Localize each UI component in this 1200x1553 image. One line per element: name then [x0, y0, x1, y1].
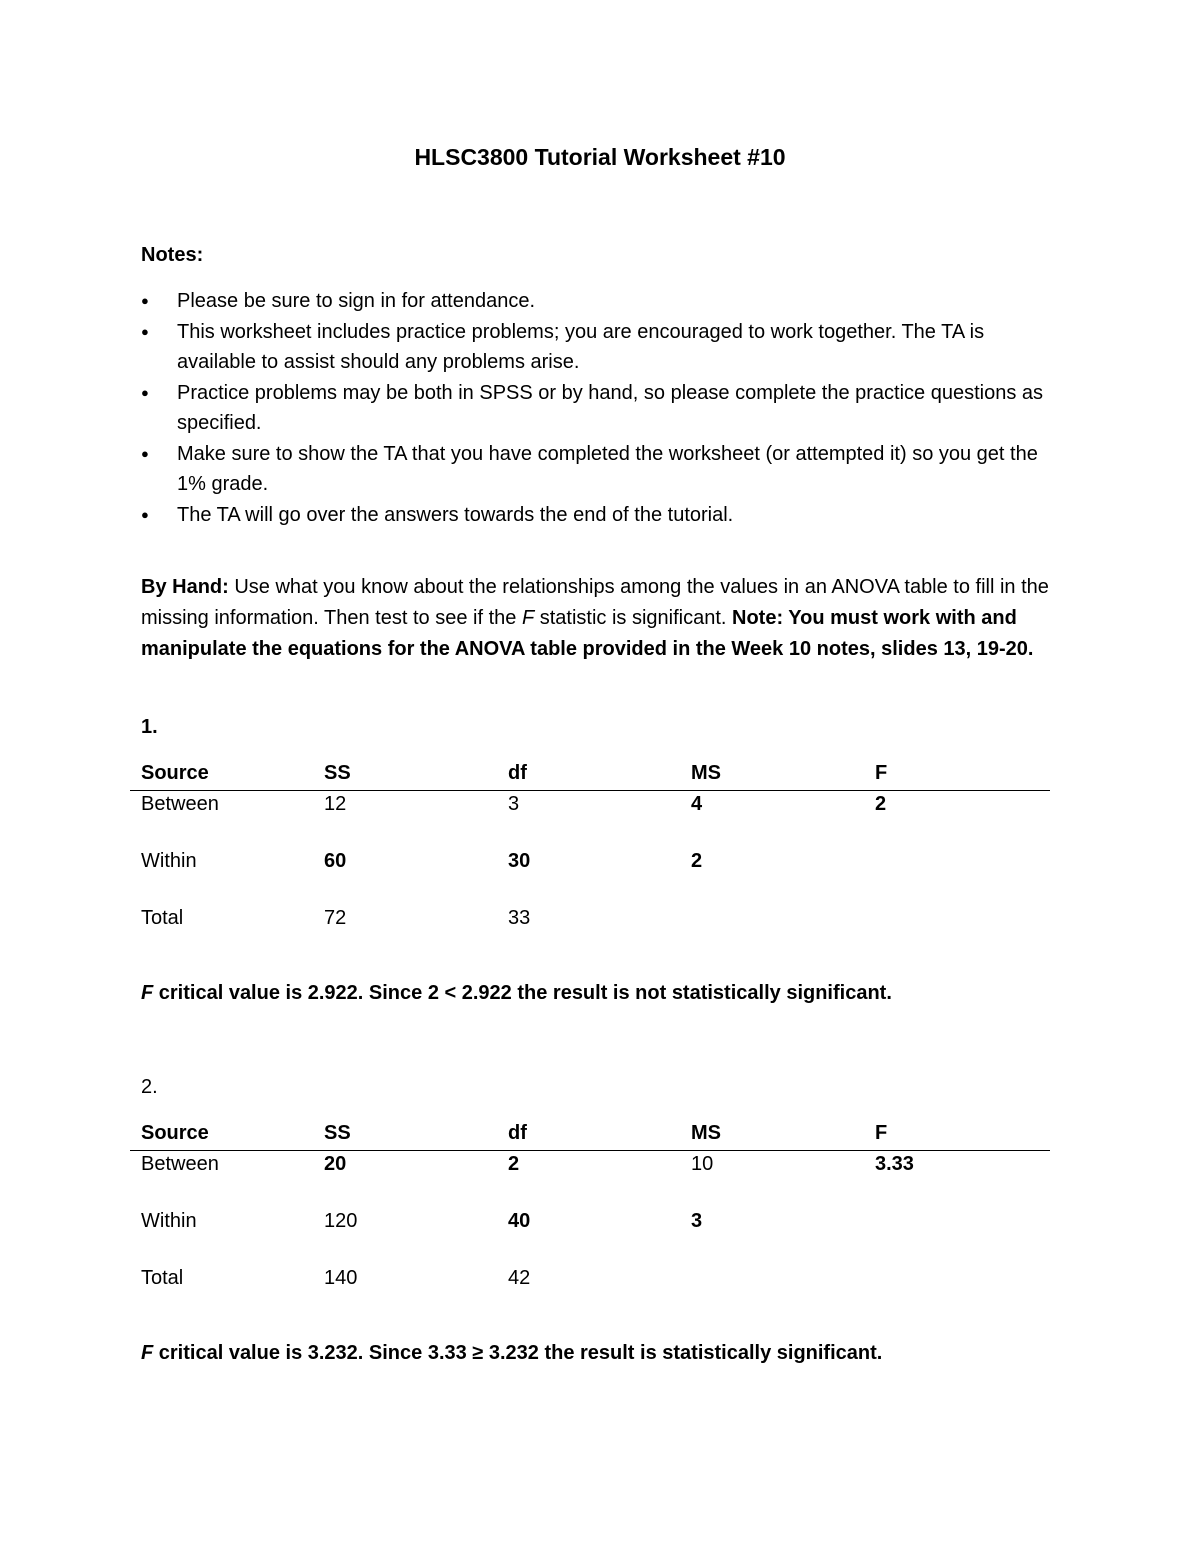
- table-row: [130, 1265, 1050, 1322]
- table-row: [130, 791, 1050, 848]
- by-hand-text-1: Use what you know about the relationships among the values in an ANOVA table to fill in the missing information. Then test to see if the: [141, 576, 1049, 629]
- cell-ms: 3: [691, 1210, 703, 1232]
- f-symbol: F: [141, 982, 154, 1004]
- table-header: [130, 1120, 1050, 1151]
- list-item: ● Make sure to show the TA that you have completed the worksheet (or attempted it) so you get the 1% grade.: [141, 439, 1061, 500]
- header-f: F: [875, 762, 888, 784]
- cell-ms: 2: [691, 850, 703, 872]
- cell-source: Total: [141, 907, 184, 929]
- header-ms: MS: [691, 1122, 721, 1144]
- header-ss: SS: [324, 762, 351, 784]
- cell-ss: 140: [324, 1267, 358, 1289]
- conclusion-text: critical value is 2.922. Since 2 < 2.922 the result is not statistically significant.: [153, 982, 892, 1004]
- list-item: ● Practice problems may be both in SPSS or by hand, so please complete the practice questions as specified.: [141, 378, 1061, 439]
- cell-ss: 120: [324, 1210, 358, 1232]
- by-hand-label: By Hand:: [141, 576, 229, 598]
- header-f: F: [875, 1122, 888, 1144]
- header-source: Source: [141, 762, 209, 784]
- cell-df: 30: [508, 850, 531, 872]
- cell-source: Between: [141, 1153, 219, 1175]
- cell-source: Within: [141, 1210, 197, 1232]
- cell-df: 2: [508, 1153, 520, 1175]
- f-symbol: F: [141, 1342, 154, 1364]
- cell-source: Within: [141, 850, 197, 872]
- f-symbol: F: [521, 607, 535, 629]
- table-row: [130, 1208, 1050, 1265]
- list-item: ● Please be sure to sign in for attendance.: [141, 286, 1061, 317]
- notes-list: [141, 286, 1061, 530]
- cell-ss: 60: [324, 850, 347, 872]
- conclusion-1: [141, 982, 892, 1005]
- cell-ms: 4: [691, 793, 703, 815]
- table-header: [130, 760, 1050, 791]
- table-row: [130, 848, 1050, 905]
- cell-ss: 72: [324, 907, 347, 929]
- cell-f: 3.33: [875, 1153, 914, 1175]
- conclusion-2: [141, 1342, 882, 1365]
- note-text: You must work with and manipulate the equations for the ANOVA table provided in the Week 10 notes, slides 13, 19-20.: [141, 607, 1034, 660]
- list-item: ● The TA will go over the answers towards the end of the tutorial.: [141, 500, 1061, 531]
- anova-table-2: [130, 1120, 1050, 1322]
- table-row: [130, 905, 1050, 962]
- header-source: Source: [141, 1122, 209, 1144]
- cell-ms: 10: [691, 1153, 714, 1175]
- cell-ss: 20: [324, 1153, 347, 1175]
- header-ss: SS: [324, 1122, 351, 1144]
- page-title: HLSC3800 Tutorial Worksheet #10: [414, 144, 786, 170]
- cell-df: 42: [508, 1267, 531, 1289]
- notes-heading: Notes:: [141, 244, 204, 266]
- anova-table-1: [130, 760, 1050, 962]
- header-df: df: [508, 1122, 527, 1144]
- conclusion-text: critical value is 3.232. Since 3.33 ≥ 3.232 the result is statistically significant.: [153, 1342, 883, 1364]
- problem-2-number: 2.: [141, 1076, 158, 1098]
- cell-source: Total: [141, 1267, 184, 1289]
- list-item: ● This worksheet includes practice problems; you are encouraged to work together. The TA is available to assist should any problems arise.: [141, 317, 1061, 378]
- cell-df: 33: [508, 907, 531, 929]
- by-hand-instructions: [141, 572, 1066, 665]
- problem-1-number: 1.: [141, 716, 158, 738]
- cell-df: 40: [508, 1210, 531, 1232]
- cell-ss: 12: [324, 793, 347, 815]
- header-ms: MS: [691, 762, 721, 784]
- header-df: df: [508, 762, 527, 784]
- cell-df: 3: [508, 793, 520, 815]
- by-hand-text-2: statistic is significant.: [534, 607, 732, 629]
- note-label: Note:: [732, 607, 784, 629]
- table-row: [130, 1151, 1050, 1208]
- cell-f: 2: [875, 793, 887, 815]
- cell-source: Between: [141, 793, 219, 815]
